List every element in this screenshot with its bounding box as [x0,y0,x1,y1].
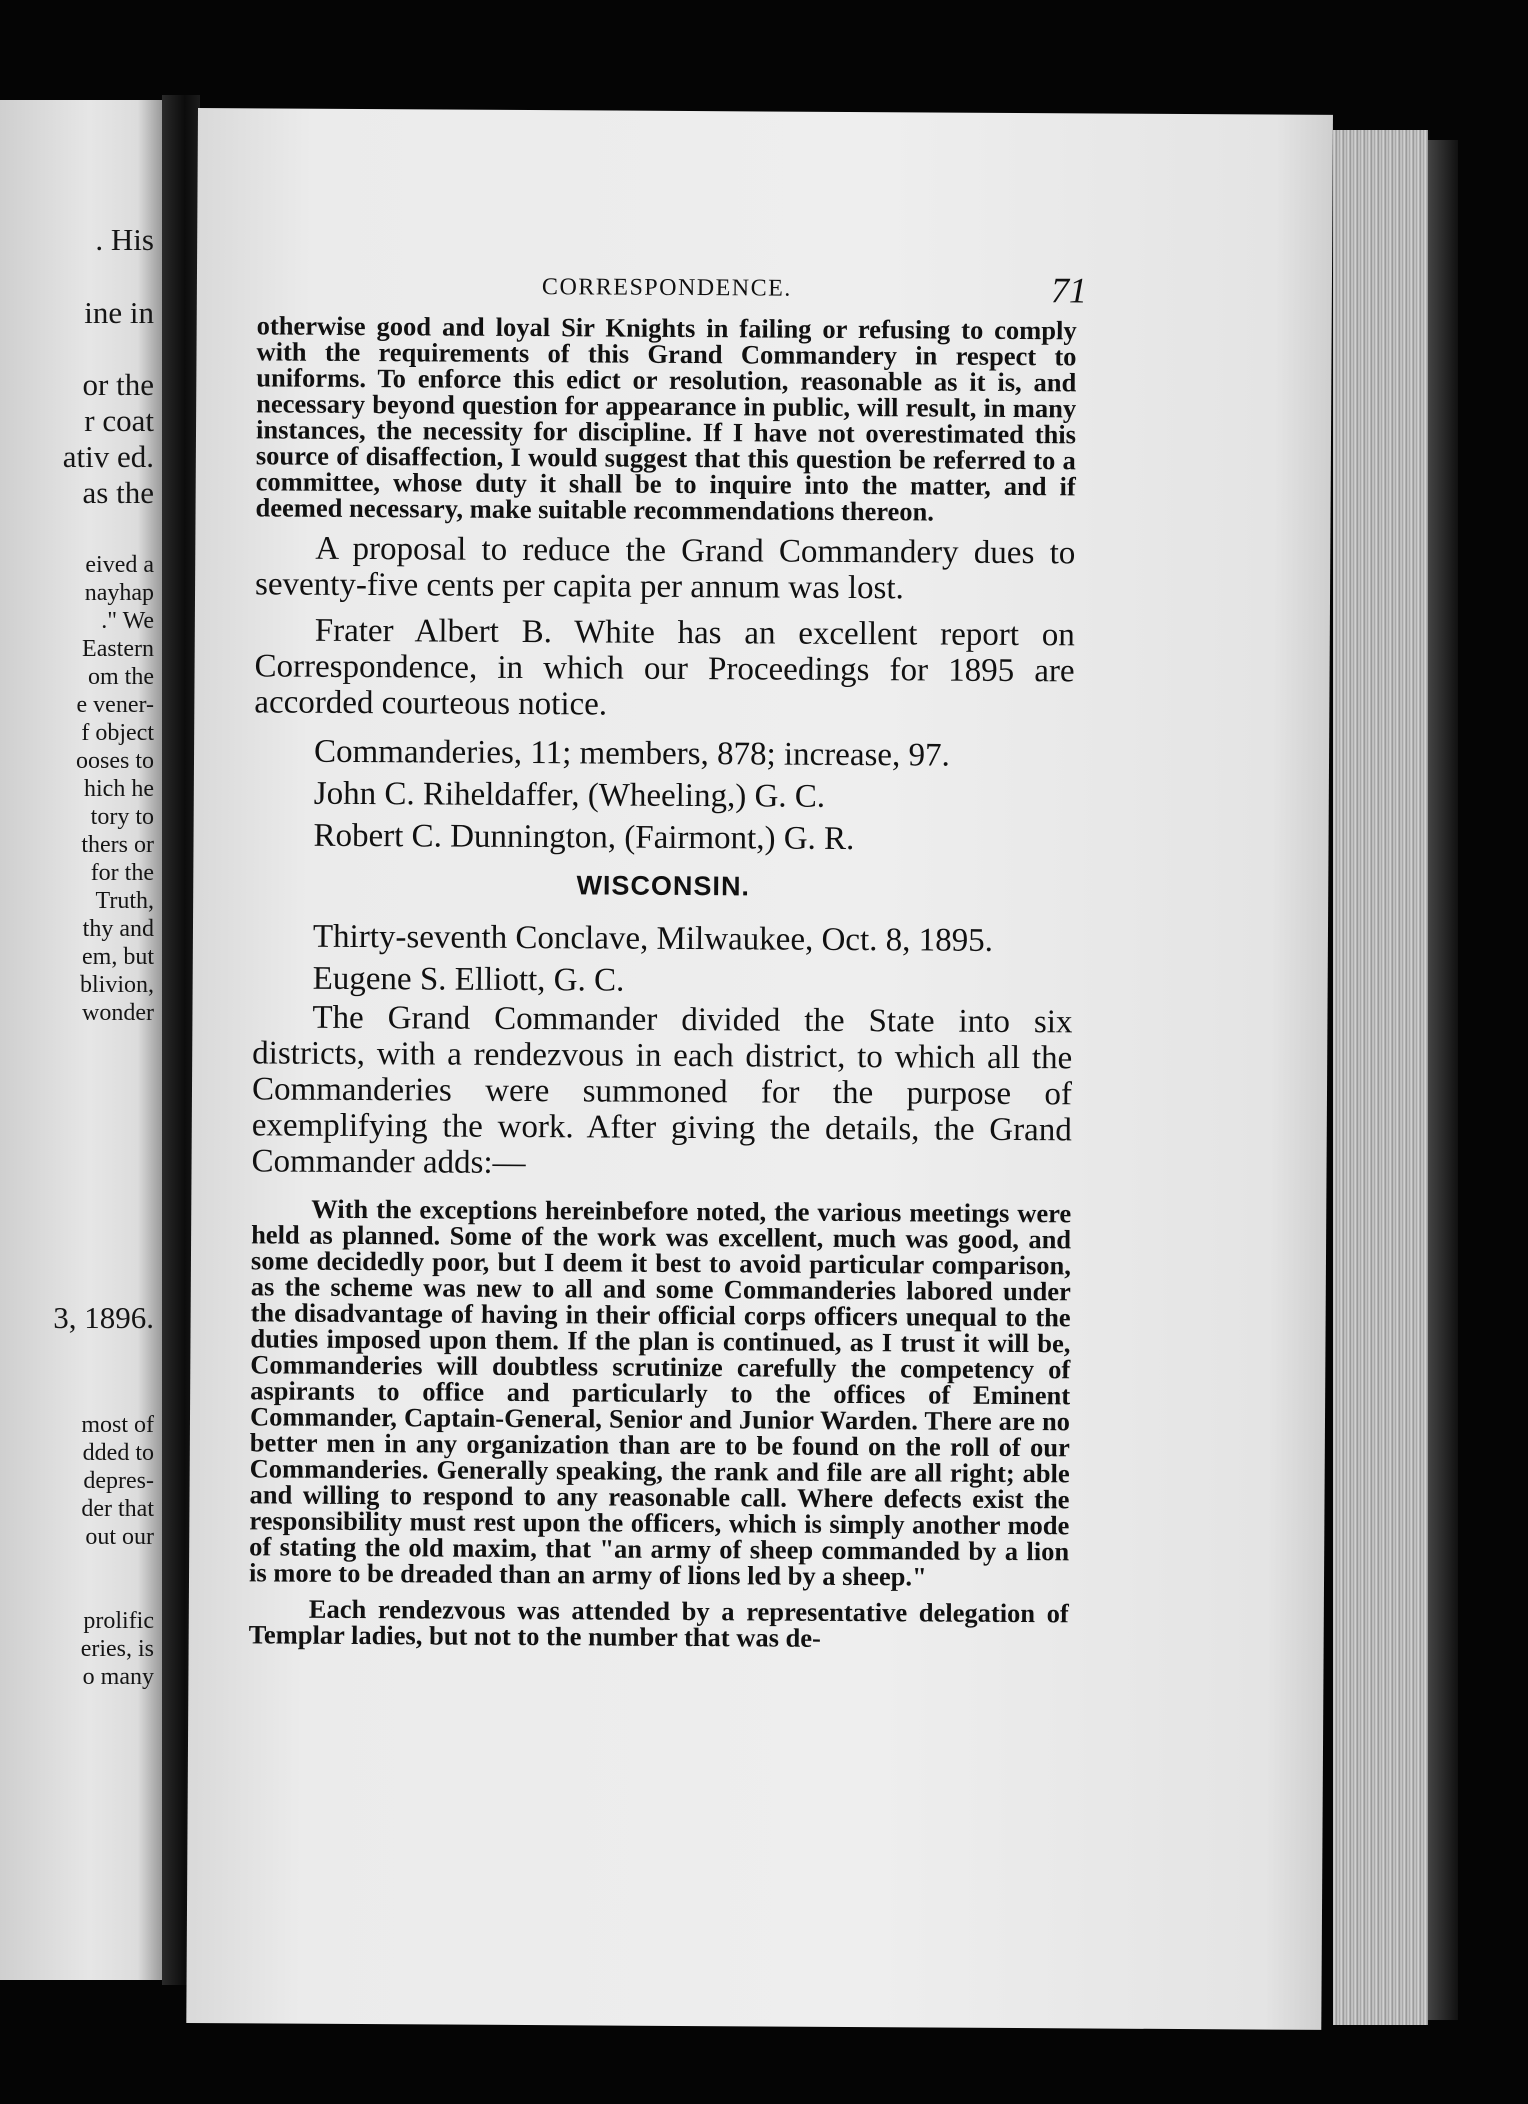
book-page [186,108,1333,2030]
block-quote [249,1195,1072,1652]
paragraph-continuation: otherwise good and loyal Sir Knights in failing or refusing to comply with the requirements of this Grand Commandery in respect to uniforms. To enforce this edict or resolution, reasonable as it is, and necessary beyond question for appearance in public, will result, in many instances, the necessity for discipline. If I have not overestimated this source of disaffection, I would suggest that this question be referred to a committee, whose duty it shall be to inquire into the matter, and if deemed necessary, make suitable recommendations thereon. [255,310,1077,527]
left-page-fragment: most of [81,1412,154,1438]
left-page-fragment: r coat [84,403,154,438]
running-head [257,264,1088,313]
left-page-fragment: 3, 1896. [53,1300,154,1335]
left-page-fragment: depres- [83,1468,154,1494]
paragraph-proposal: A proposal to reduce the Grand Commandery dues to seventy-five cents per capita per annum was lost. [254,530,1076,607]
left-page-fragment: prolific [83,1608,154,1634]
left-page-fragment: Truth, [95,888,154,914]
left-page-fragment: eries, is [80,1636,154,1662]
left-page-fragment: ." We [101,608,154,634]
running-title: CORRESPONDENCE. [541,274,792,302]
stats-grand-commander: John C. Riheldaffer, (Wheeling,) G. C. [313,775,826,815]
left-page-fragment: tory to [90,804,154,830]
left-page-fragment: ine in [84,295,154,330]
paragraph-rendezvous: Each rendezvous was attended by a representative delegation of Templar ladies, but not to the number that was de- [248,1593,1069,1653]
left-page-fragment: out our [85,1524,154,1550]
left-page-fragment: for the [90,860,154,886]
left-page-fragment: f object [81,720,154,746]
left-page-fragment: o many [82,1664,154,1690]
left-page-fragment: thers or [81,832,154,858]
left-page-fragment: Eastern [82,636,154,662]
left-page-fragment: ativ ed. [62,439,154,474]
west-virginia-stats [253,730,1074,861]
section-heading: WISCONSIN. [576,870,751,902]
left-page-fragment: wonder [82,1000,154,1026]
left-page-fragment: om the [88,664,154,690]
left-page-fragment: eived a [85,552,154,578]
left-page-fragment: as the [82,475,154,510]
body-text-wisconsin [251,999,1072,1184]
page-edges [1333,130,1428,2025]
wisconsin-stats [253,915,1073,1004]
page-edges-shadow [1428,140,1458,2020]
left-page-fragment: nayhap [84,580,154,606]
paragraph-districts: The Grand Commander divided the State into six districts, with a rendezvous in each district, to which all the Commanderies were summoned for the purpose of exemplifying the work. After giving the details, the Grand Commander adds:— [251,999,1073,1182]
left-page-fragment: der that [81,1496,154,1522]
stats-commanderies: Commanderies, 11; members, 878; increase, 97. [313,733,950,774]
grand-commander-line: Eugene S. Elliott, G. C. [312,960,625,999]
page-content [248,264,1088,1653]
left-page-fragment: dded to [82,1440,154,1466]
paragraph-white-report: Frater Albert B. White has an excellent report on Correspondence, in which our Proceedings for 1895 are accorded courteous notice. [254,612,1075,723]
stats-grand-recorder: Robert C. Dunnington, (Fairmont,) G. R. [313,817,855,858]
left-page-fragment: em, but [82,944,154,970]
left-page-fragment: e vener- [76,692,154,718]
quote-paragraph: With the exceptions hereinbefore noted, the various meetings were held as planned. Some of the work was excellent, much was good, and some decidedly poor, but I deem it best to avoid particular comparison, as the scheme was new to all and some Commanderies labored under the disadvantage of having in their official corps officers unequal to the duties imposed upon them. If the plan is continued, as I trust it will be, Commanderies will doubtless scrutinize carefully the competency of aspirants to office and particularly to the offices of Eminent Commander, Captain-General, Senior and Junior Warden. There are no better men in any organization than are to be found on the roll of our Commanderies. Generally speaking, the rank and file are all right; able and willing to respond to any reasonable call. Where defects exist the responsibility must rest upon the officers, which is simply another mode of stating the old maxim, that "an army of sheep commanded by a lion is more to be dreaded than an army of lions led by a sheep." [248,1193,1072,1592]
body-text [254,530,1075,725]
left-page-fragment: ooses to [76,748,154,774]
continued-paragraph [255,312,1076,525]
page-number: 71 [1050,270,1088,311]
left-page-fragment: or the [82,367,154,402]
left-page-fragment: thy and [82,916,154,942]
left-facing-page [0,100,162,1980]
conclave-line: Thirty-seventh Conclave, Milwaukee, Oct. 8, 1895. [312,918,994,959]
left-page-fragment: hich he [84,776,154,802]
left-page-fragment: . His [95,222,154,257]
left-page-fragment: blivion, [79,972,154,998]
